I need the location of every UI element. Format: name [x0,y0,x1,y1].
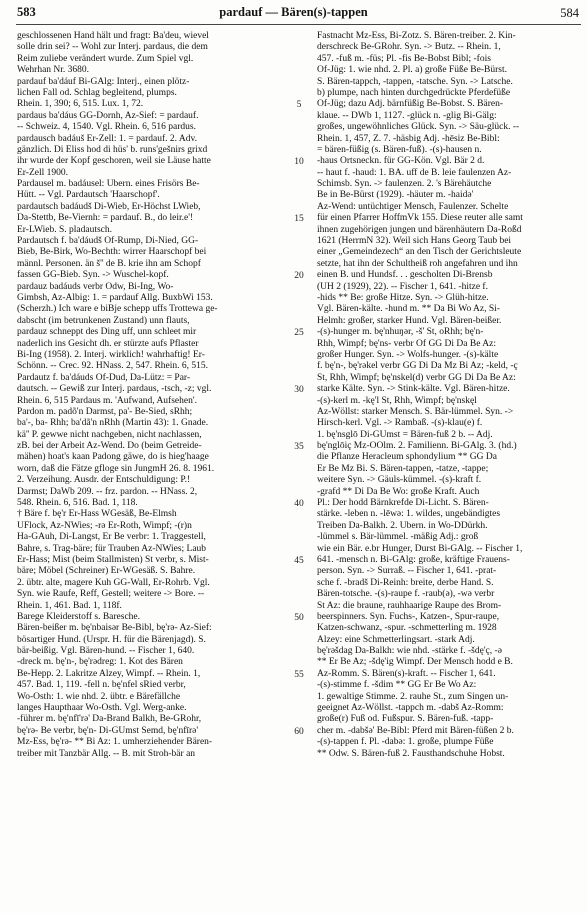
left-column-line: pardauz badáuds verbr Odw, Bi-Ing, Wo- [17,281,174,292]
right-column-line: bę'rəšdag Da-Balkh: wie nhd. -stärke f. -šdę'ç, -ə [317,646,502,657]
left-column-line: Wo-Osth: 1. wie nhd. 2. übtr. e Bärefällche [17,691,181,702]
left-column-line: Bi-Ing (1958). 2. Interj. wirklich! wahrhaftig! Er- [17,349,205,360]
right-column-line: person. Syn. -> Surraß. -- Fischer 1, 641. -prat- [317,566,497,577]
right-column-line: Treiben Da-Balkh. 2. Übern. in Wo-DDürkh. [317,520,488,531]
right-column-line: einen B. und Hundsf. . . gescholten Di-Brensb [317,270,493,281]
right-column-line: Alzey: eine Schmetterlingsart. -stark Adj. [317,634,475,645]
right-column-line: 1. bę'nsglō Di-GUmst = Bären-fuß 2 b. -- Adj. [317,429,493,440]
header-rule [16,24,581,25]
left-column-line: 2. übtr. alte, magere Kuh GG-Wall, Er-Rohrb. Vgl. [17,577,210,588]
left-column-line: gänzlich. Di Êliss hod di hüs' b. runs'gešnirs grixd [17,144,208,155]
line-number: 30 [294,384,304,395]
line-number: 20 [294,270,304,281]
left-column-line: Rhein. 1, 390; 6, 515. Lux. 1, 72. [17,99,144,110]
left-column-line: pardaus ba'dáus GG-Dornh, Az-Sief: = pardauf. [17,110,199,121]
left-column-line: fassen GG-Bieb. Syn. -> Wuschel-kopf. [17,270,169,281]
right-column-line: Vgl. Bären-kälte. -hund m. ** Da Bi Wo Az, Si- [317,304,500,315]
left-column-line: treiber mit Tanzbär Allg. -- B. mit Stroh-bär an [17,748,196,759]
right-column-line: S. Bären-tappch, -tappen, -tatsche. Syn. -> Latsche. [317,76,513,87]
right-column-line: -(s)-stimme f. -šdim ** GG Er Be Wo Az: [317,680,477,691]
left-column-line: Gimbsh, Az-Albig: 1. = pardauf Allg. BuxbWi 153. [17,292,213,303]
right-column-line: Of-Jüg: 1. wie nhd. 2. Pl. a) große Füße Be-Bürst. [317,65,507,76]
left-column-line: Rhein. 1, 461. Bad. 1, 118f. [17,600,122,611]
left-column-line: bę'rə- Be verbr, bę'n- Di-GUmst Semd, bę'nfīrə' [17,725,199,736]
left-column-line: naderlich ins Gesicht dh. er stürzte aufs Pflaster [17,338,199,349]
left-column-line: Pardon m. padõ'n Darmst, pa'- Be-Sied, sRhh; [17,406,193,417]
line-number: 55 [294,669,304,680]
right-column-line: Fastnacht Mz-Ess, Bi-Zotz. S. Bären-treiber. 2. Kin- [317,31,516,41]
page-number-left: 583 [17,5,36,19]
left-column-line: Er-Hass; Mist (beim Stallmisten) St verbr, s. Mist- [17,554,209,565]
right-column-line: -lümmel s. Bär-lümmel. -mäßig Adj.: groß [317,532,479,543]
right-column-line: ** Odw. S. Bären-fuß 2. Fausthandschuhe Hobst. [317,748,505,759]
left-column-line: Be-Hepp. 2. Lakritze Alzey, Wimpf. -- Rhein. 1, [17,668,201,679]
right-column-line: -(s)-tappen f. Pl. -dabə: 1. große, plumpe Füße [317,737,494,748]
left-column-line: pardausch badáuš Er-Zell: 1. = pardauf. 2. Adv. [17,133,197,144]
right-column-line: -haus Ortsneckn. für GG-Kön. Vgl. Bär 2 d. [317,156,485,167]
right-column-line: geeignet Az-Wöllst. -tappch m. -dabš Az-Romm: [317,703,504,714]
left-column-line: UFlock, Az-NWies; -rə Er-Roth, Wimpf; -(r)n [17,520,192,531]
right-column-line: setzte, hat ihn der Schultheiß roh angefahren und ihn [317,258,518,269]
left-column-line: pardauz schneppt des Ding uff, unn schleet mir [17,327,197,338]
left-column-line: solle drin sei? -- Wohl zur Interj. pardaus, die dem [17,42,208,53]
left-column-line: Pardautsch f. ba'dáudš Of-Rump, Di-Nied, GG- [17,236,199,247]
right-column-line: (UH 2 (1929), 22). -- Fischer 1, 641. -hitze f. [317,281,488,292]
right-column-line: b) plumpe, nach hinten durchgedrückte Pferdefüße [317,87,511,98]
left-column-line: geschlossenen Hand hält und fragt: Ba'deu, wievel [17,31,209,41]
left-column-line: ba'-, ba- Rhh; ba'dã'n nRhh (Martin 43): 1. Gnade. [17,418,209,429]
right-column-line: stärke. -leben n. -lēwə: 1. wildes, ungebändigtes [317,509,501,520]
right-column-line: beerspinners. Syn. Fuchs-, Katzen-, Spur-raupe, [317,611,500,622]
right-column-line: wie ein Bär. e.br Hunger, Durst Bi-GAlg. -- Fischer 1, [317,543,523,554]
left-column-line: -- Schweiz. 4, 1540. Vgl. Rhein. 6, 516 pardus. [17,122,196,133]
right-column-line: Be in Be-Bürst (1929). -häuter m. -haidə' [317,190,474,201]
left-column-line: Mz-Ess, bę'rə- ** Bi Az: 1. umherziehender Bären- [17,737,213,748]
left-column-line: lichen Fall od. Schlag begleitend, plumps. [17,87,177,98]
right-column-line: = bären-füßig (s. Bären-fuß). -(s)-hausen n. [317,144,482,155]
left-column-line: Darmst; DaWb 209. -- frz. pardon. -- HNass. 2, [17,486,198,497]
right-column-line: -(s)-hunger m. bę'nhuŋər, -š' St, oRhh; bę'n- [317,327,484,338]
left-column-line: Hütt. -- Vgl. Pardautsch 'Haarschopf'. [17,190,160,201]
left-column-line: Barege Kleiderstoff s. Baresche. [17,611,141,622]
left-column-line: ihr wurde der Kopf geschoren, weil sie Läuse hatte [17,156,211,167]
running-header [0,5,587,23]
page-number-right: 584 [560,6,579,20]
right-column-line: St Az: die braune, rauhhaarige Raupe des Brom- [317,600,502,611]
right-column-line: Bären-totsche. -(s)-raupe f. -raub(ə), -wə verbr [317,589,495,600]
right-column-line: cher m. -dabšə' Be-Bibl: Pferd mit Bären-füßen 2 b. [317,725,514,736]
right-column-line: 1. gewaltige Stimme. 2. rauhe St., zum Singen un- [317,691,509,702]
right-column-line: großer Hunger. Syn. -> Wolfs-hunger. -(s)-kälte [317,349,499,360]
line-number: 45 [294,555,304,566]
right-column-line: 457. -fuß m. -füs; Pl. -fis Be-Bobst Bibl; -fois [317,53,491,64]
right-column-line: Rhein. 1, 457, Z. 7. -häsbig Adj. -hēsiz Be-Bibl: [317,133,500,144]
left-column-line: Syn. wie Raufe, Reff, Gestell; weitere -> Bore. -- [17,589,205,600]
right-column [317,31,583,760]
right-column-line: großes, ungewöhnliches Glück. Syn. -> Säu-glück. -- [317,122,520,133]
line-number: 25 [294,327,304,338]
left-column-line: dabscht (im betrunkenen Zustand) unn flauts, [17,315,190,326]
left-column-line: Reim zuliebe verändert wurde. Zum Spiel vgl. [17,53,194,64]
left-column-line: dautsch. -- Gewiß zur Interj. pardaus, -tsch, -z; vgl. [17,384,212,395]
left-column-line: Ha-GAuh, Di-Langst, Er Be verbr: 1. Traggestell, [17,532,206,543]
left-column-line: mähen) hoat's kaan Padong gäwe, do is hieg'haage [17,452,209,463]
right-column-line: -grafd ** Di Da Be Wo: große Kraft. Auch [317,486,480,497]
left-column-line: Da-Stettb, Be-Viernh: = pardauf. B., do leir.e'! [17,213,194,224]
left-column-line: bäre; Möbel (Schreiner) Er-WGesäß. S. Bahre. [17,566,196,577]
left-column-line: Wehrhan Nr. 3680. [17,65,90,76]
left-column-line: Schönn. -- Crec. 92. HNass. 2, 547. Rhein. 6, 515. [17,361,209,372]
right-column-line: -hids ** Be: große Hitze. Syn. -> Glüh-hitze. [317,292,489,303]
right-column-line: für einen Pfarrer HoffmVk 155. Diese reuter alle samt [317,213,523,224]
left-column-line: Bären-beißer m. bę'nbaisər Be-Bibl, bę'rə- Az-Sief: [17,623,212,634]
line-number: 50 [294,612,304,623]
right-column-line: Hirsch-kerl. Vgl. -> Rambaß. -(s)-klau(e) f. [317,418,483,429]
right-column-line: einer „Gemeindezech“ an den Tisch der Gerichtsleute [317,247,522,258]
left-column-line: 548. Rhein. 6, 516. Bad. 1, 118. [17,498,138,509]
right-column-line: bę'nglōiç Mz-OOlm. 2. Familienn. Bi-GAlg. 3. (hd.) [317,441,517,452]
left-column-line: Pardausel m. badáusel: Übern. eines Frisörs Be- [17,179,200,190]
right-column-line: ** Er Be Az; -šdę'ig Wimpf. Der Mensch hodd e B. [317,657,513,668]
left-column-line: pardautsch badáudš Di-Wieb, Er-Höchst LWieb, [17,201,201,212]
left-column-line: -dreck m. bę'n-, bę'rədreg: 1. Kot des Bären [17,657,183,668]
right-column-line: -- haut f. -haud: 1. BA. uff de B. leie faulenzen Az- [317,167,512,178]
left-column-line: bär-beißig. Vgl. Bären-hund. -- Fischer 1, 640. [17,646,195,657]
right-column-line: St, Rhh, Wimpf; bę'nskel(d) verbr GG Di Da Be Az: [317,372,516,383]
left-column [17,31,281,760]
right-column-line: große(r) Fuß od. Fußspur. S. Bären-fuß. -tapp- [317,714,494,725]
right-column-line: Pl.: Der hodd Bärnkrefde Di-Licht. S. Bären- [317,498,489,509]
line-number: 15 [294,213,304,224]
line-number: 10 [294,156,304,167]
right-column-line: Rhh, Wimpf; bę'ns- verbr Of GG Di Da Be Az: [317,338,496,349]
right-column-line: 641. -mensch n. Bi-GAlg: große, kräftige Frauens- [317,554,510,565]
right-column-line: Er Be Mz Bi. S. Bären-tappen, -tatze, -tappe; [317,463,489,474]
right-column-line: derschreck Be-GRohr. Syn. -> Butz. -- Rhein. 1, [317,42,501,53]
right-column-line: die Pflanze Heracleum sphondylium ** GG Da [317,452,497,463]
running-title: pardauf — Bären(s)-tappen [219,5,368,19]
right-column-line: f. bę'n-, bę'rəkel verbr GG Di Da Mz Bi Az; -keld, -ç [317,361,518,372]
left-column-line: bösartiger Hund. (Urspr. H. für die Bärenjagd). S. [17,634,206,645]
left-column-line: -führer m. bę'nfī'rə' Da-Brand Balkh, Be-GRohr, [17,714,202,725]
right-column-line: Schimsb. Syn. -> faulenzen. 2. 's Bärehäutche [317,179,492,190]
right-column-line: Az-Wend: untüchtiger Mensch, Faulenzer. Schelte [317,201,509,212]
left-column-line: 457. Bad. 1, 119. -fell n. bę'nfel sRied verbr, [17,680,186,691]
line-number: 40 [294,498,304,509]
left-column-line: Bahre, s. Trag-bäre; für Trauben Az-NWies; Laub [17,543,207,554]
line-number: 60 [294,726,304,737]
left-column-line: † Bäre f. bę'r Er-Hass WGesäß, Be-Elmsh [17,509,177,520]
right-column-line: klaue. -- DWb 1, 1127. -glück n. -glig Bi-Gälg: [317,110,497,121]
right-column-line: Az-Wöllst: starker Mensch. S. Bär-lümmel. Syn. -> [317,406,514,417]
left-column-line: Rhein. 6, 515 Pardaus m. 'Aufwand, Aufsehen'. [17,395,197,406]
left-column-line: kä'' P. gewwe nicht nachgeben, nicht nachlassen, [17,429,202,440]
left-column-line: 2. Verzeihung. Ausdr. der Entschuldigung: P.! [17,475,191,486]
left-column-line: pardauf ba'dáuf Bi-GAlg: Interj., einen plötz- [17,76,190,87]
line-number: 35 [294,441,304,452]
right-column-line: Helmh: großer, starker Hund. Vgl. Bären-beißer. [317,315,502,326]
right-column-line: Az-Romm. S. Bären(s)-kraft. -- Fischer 1, 641. [317,668,496,679]
line-number: 5 [296,99,302,110]
left-column-line: Er-LWieb. S. pladautsch. [17,224,113,235]
right-column-line: starke Kälte. Syn. -> Stink-kälte. Vgl. Bären-hitze. [317,384,510,395]
right-column-line: Katzen-schwanz, -spur. -schmetterling m. 1928 [317,623,497,634]
left-column-line: Er-Zell 1900. [17,167,68,178]
right-column-line: sche f. -bradš Di-Reinh: breite, derbe Hand. S. [317,577,494,588]
left-column-line: (Scherzh.) Ich ware e biBje schepp uffs Trottewa ge- [17,304,218,315]
left-column-line: worn, daß die Fätze gfloge sin JungmH 26. 8. 1961. [17,463,215,474]
right-column-line: -(s)-kerl m. -kę'l St, Rhh, Wimpf; bę'nskęl [317,395,477,406]
left-column-line: zB. bei der Arbeit Az-Wend. Do (beim Getreide- [17,441,202,452]
right-column-line: ihnen zugehörigen jungen und bärenhäutern Da-Roßd [317,224,522,235]
left-column-line: Pardautz f. ba'dáuds Of-Dud, Da-Lütz: = Par- [17,372,191,383]
left-column-line: männl. Personen. än š'' de B. krie ihn am Schopf [17,258,201,269]
left-column-line: Bieb, Be-Birk, Wo-Bechth: wirrer Haarschopf bei [17,247,207,258]
right-column-line: Of-Jüg; dazu Adj. bärnfüßig Be-Bobst. S. Bären- [317,99,504,110]
right-column-line: weitere Syn. -> Gäuls-kümmel. -(s)-kraft f. [317,475,482,486]
right-column-line: 1621 (HerrmN 32). Weil sich Hans Georg Taub bei [317,236,512,247]
left-column-line: langes Haupthaar Wo-Osth. Vgl. Werg-anke. [17,703,187,714]
